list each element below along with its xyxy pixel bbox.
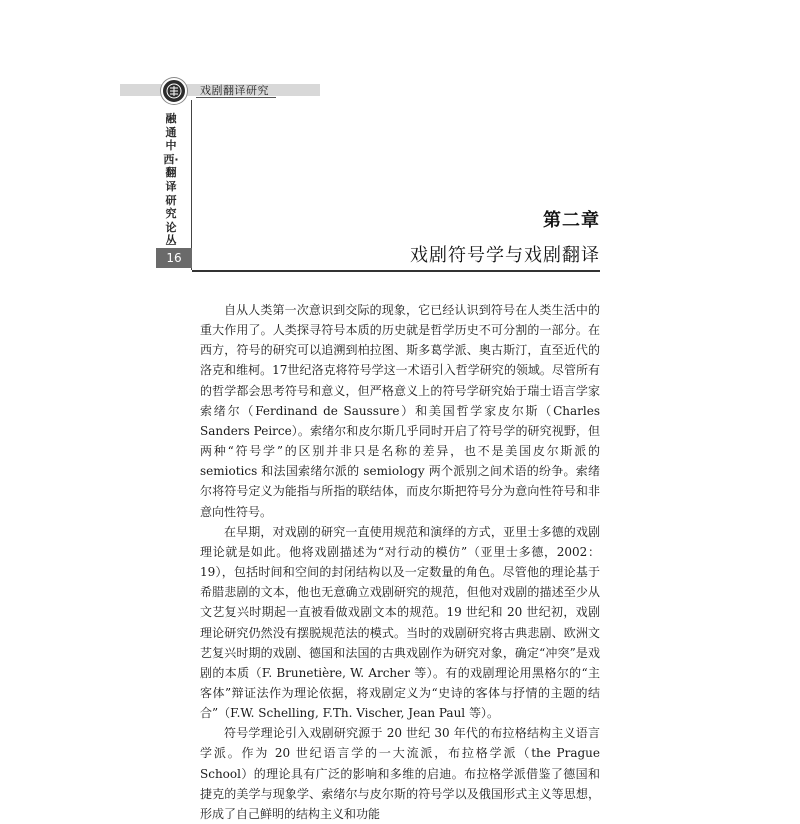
series-logo-icon: [161, 78, 187, 104]
series-title-vertical: 融通中西·翻译研究论丛: [163, 112, 179, 248]
body-text: [200, 300, 600, 824]
header-underline: [196, 97, 276, 98]
paragraph: 在早期，对戏剧的研究一直使用规范和演绎的方式，亚里士多德的戏剧理论就是如此。他将戏剧描述为“对行动的模仿”（亚里士多德，2002：19），包括时间和空间的封闭结构以及一定数量的角色。尽管他的理论基于希腊悲剧的文本，他也无意确立戏剧研究的规范，但他对戏剧的描述至少从文艺复兴时期起一直被看做戏剧文本的规范。19 世纪和 20 世纪初，戏剧理论研究仍然没有摆脱规范法的模式。当时的戏剧研究将古典悲剧、欧洲文艺复兴时期的戏剧、德国和法国的古典戏剧作为研究对象，确定“冲突”是戏剧的本质（F. Brunetière, W. Archer 等）。有的戏剧理论用黑格尔的“主客体”辩证法作为理论依据，将戏剧定义为“史诗的客体与抒情的主题的结合”（F.W. Schelling, F.Th. Vischer, Jean Paul 等）。: [200, 524, 600, 721]
chapter-label: 第二章: [543, 210, 600, 231]
chapter-title: 戏剧符号学与戏剧翻译: [410, 245, 600, 266]
page-number: 16: [156, 248, 192, 268]
chapter-rule: [192, 270, 600, 272]
running-header-title: 戏剧翻译研究: [200, 84, 269, 97]
paragraph: 符号学理论引入戏剧研究源于 20 世纪 30 年代的布拉格结构主义语言学派。作为 20 世纪语言学的一大流派，布拉格学派（the Prague School）的理论具有广泛的影响和多维的启迪。布拉格学派借鉴了德国和捷克的美学与现象学、索绪尔与皮尔斯的符号学以及俄国形式主义等思想，形成了自己鲜明的结构主义和功能: [200, 726, 600, 821]
sidebar-rule: [191, 100, 192, 270]
paragraph: 自从人类第一次意识到交际的现象，它已经认识到符号在人类生活中的重大作用了。人类探寻符号本质的历史就是哲学历史不可分割的一部分。在西方，符号的研究可以追溯到柏拉图、斯多葛学派、奥古斯汀，直至近代的洛克和维柯。17世纪洛克将符号学这一术语引入哲学研究的领域。尽管所有的哲学都会思考符号和意义，但严格意义上的符号学研究始于瑞士语言学家索绪尔（Ferdinand de Saussure）和美国哲学家皮尔斯（Charles Sanders Peirce）。索绪尔和皮尔斯几乎同时开启了符号学的研究视野，但两种“符号学”的区别并非只是名称的差异，也不是美国皮尔斯派的 semiotics 和法国索绪尔派的 semiology 两个派别之间术语的纷争。索绪尔将符号定义为能指与所指的联结体，而皮尔斯把符号分为意向性符号和非意向性符号。: [200, 303, 600, 519]
